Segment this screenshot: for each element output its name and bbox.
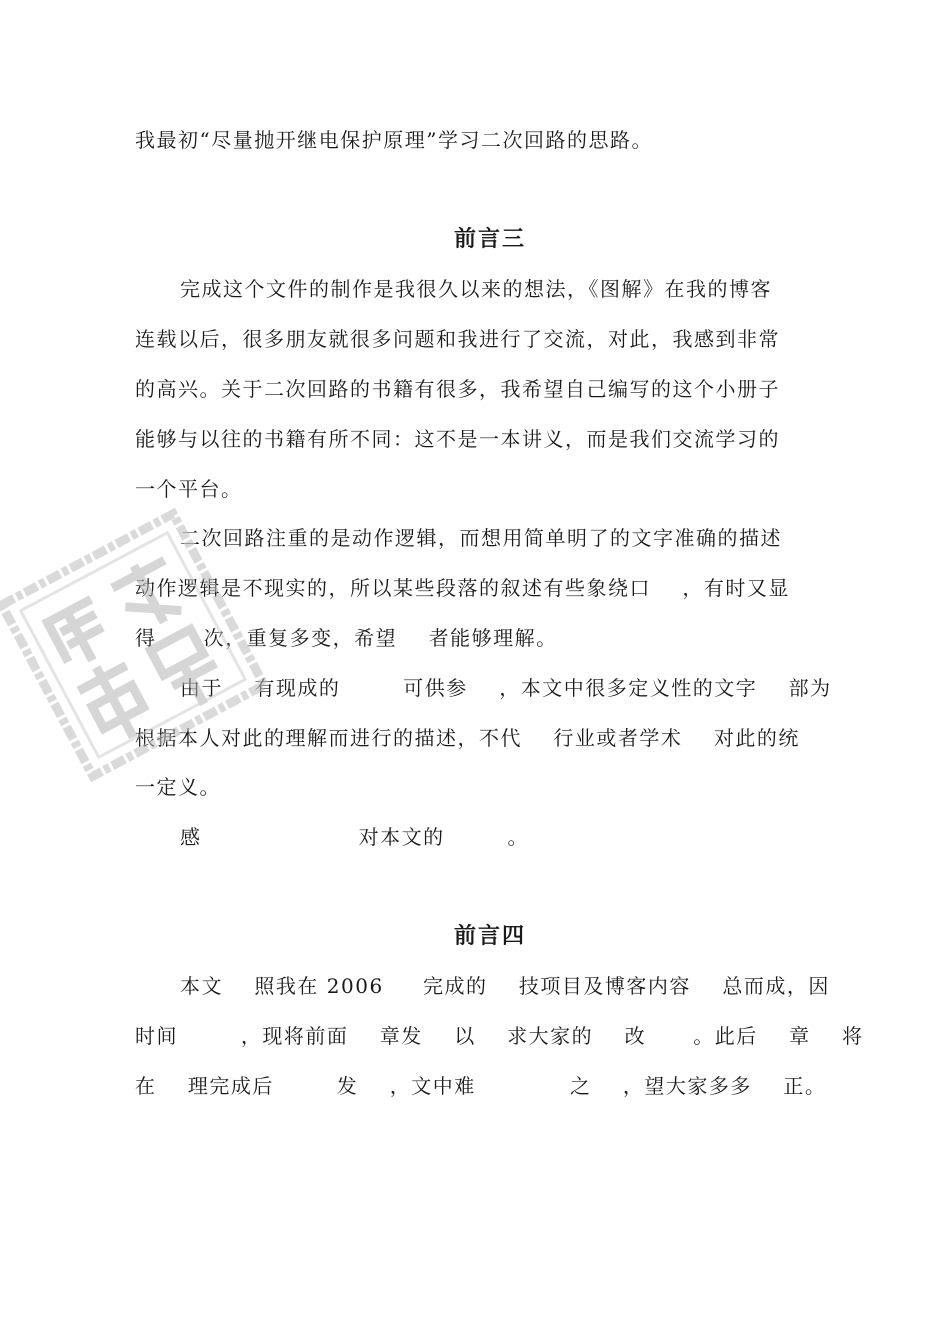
preface3-paragraph-line: 二次回路注重的是动作逻辑，而想用简单明了的文字准确的描述 — [180, 526, 782, 550]
preface3-paragraph-line: 根据本人对此的理解而进行的描述，不代 行业或者学术 对此的统 — [135, 726, 800, 750]
preface3-paragraph-line: 一个平台。 — [135, 477, 243, 501]
preface4-paragraph-line: 在 理完成后 发 ，文中难 之 ，望大家多多 正。 — [135, 1074, 827, 1098]
preface4-paragraph-line: 本文 照我在 2006 完成的 技项目及博客内容 总而成，因 — [180, 974, 830, 998]
preface3-paragraph-line: 一定义。 — [135, 775, 221, 799]
preface3-title: 前言三 — [453, 226, 526, 252]
preface3-paragraph-line: 能够与以往的书籍有所不同：这不是一本讲义，而是我们交流学习的 — [135, 427, 780, 451]
preface4-title: 前言四 — [453, 923, 526, 949]
preface3-paragraph-line: 感 对本文的 。 — [180, 825, 530, 849]
preface4-paragraph-line: 时间 ，现将前面 章发 以 求大家的 改 。此后 章 将 — [135, 1024, 864, 1048]
intro-line: 我最初“尽量抛开继电保护原理”学习二次回路的思路。 — [135, 128, 653, 152]
preface3-paragraph-line: 完成这个文件的制作是我很久以来的想法，《图解》在我的博客 — [180, 277, 772, 301]
preface3-paragraph-line: 得 次，重复多变，希望 者能够理解。 — [135, 626, 558, 650]
preface3-paragraph-line: 由于 有现成的 可供参 ，本文中很多定义性的文字 部为 — [180, 676, 832, 700]
preface3-paragraph-line: 动作逻辑是不现实的，所以某些段落的叙述有些象绕口 ，有时又显 — [135, 576, 790, 600]
preface3-paragraph-line: 连载以后，很多朋友就很多问题和我进行了交流，对此，我感到非常 — [135, 327, 780, 351]
preface3-paragraph-line: 的高兴。关于二次回路的书籍有很多，我希望自己编写的这个小册子 — [135, 377, 780, 401]
